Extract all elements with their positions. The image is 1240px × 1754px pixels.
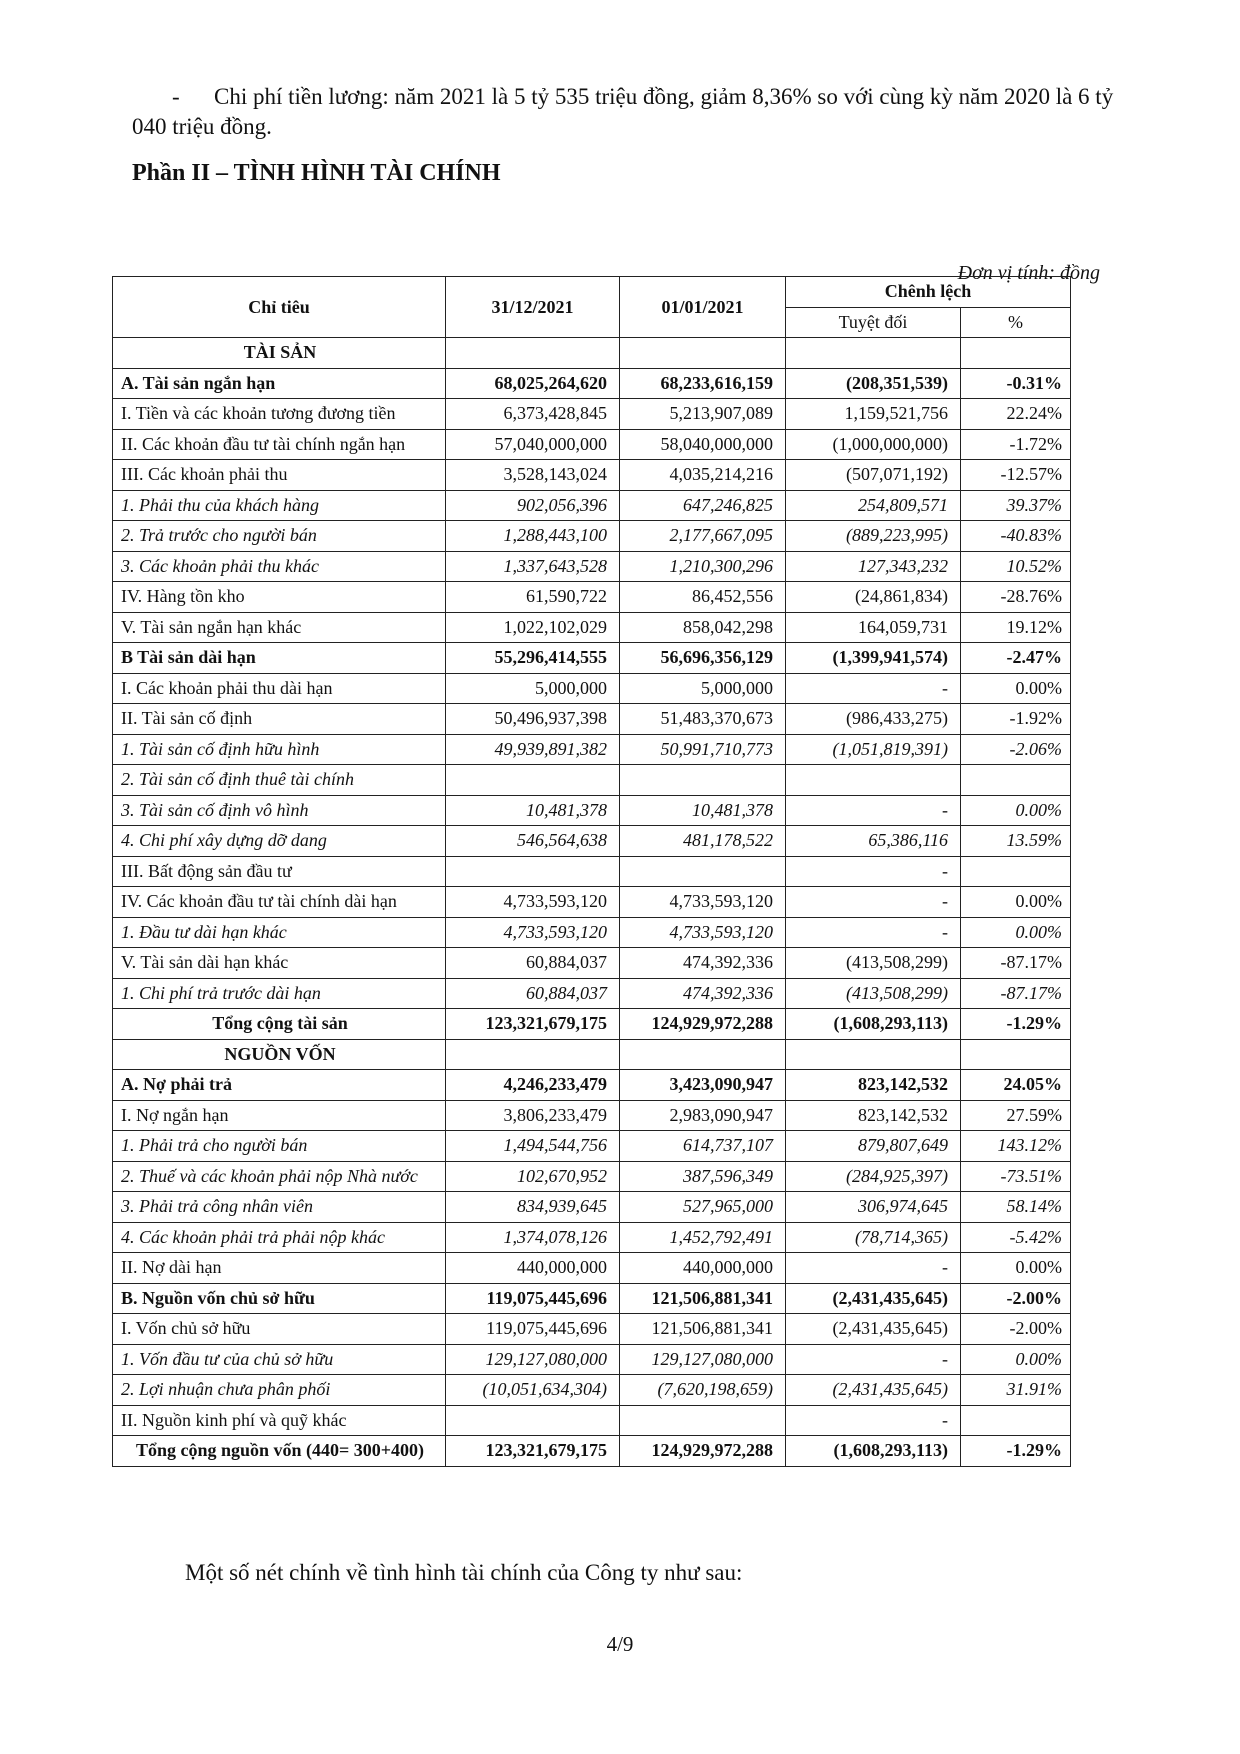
diff-absolute-cell: (507,071,192) (786, 460, 961, 491)
diff-percent-cell: 13.59% (961, 826, 1071, 857)
value-start-cell: 129,127,080,000 (620, 1344, 786, 1375)
value-start-cell (620, 1039, 786, 1070)
diff-percent-cell: -87.17% (961, 948, 1071, 979)
row-label-cell: I. Tiền và các khoản tương đương tiền (113, 399, 446, 430)
row-label-cell: 4. Chi phí xây dựng dỡ dang (113, 826, 446, 857)
table-row (113, 460, 1071, 491)
table-row (113, 1039, 1071, 1070)
value-start-cell: (7,620,198,659) (620, 1375, 786, 1406)
row-label-cell: 1. Vốn đầu tư của chủ sở hữu (113, 1344, 446, 1375)
row-label-cell: 1. Phải trả cho người bán (113, 1131, 446, 1162)
row-label-cell: 1. Phải thu của khách hàng (113, 490, 446, 521)
row-label-cell: 3. Phải trả công nhân viên (113, 1192, 446, 1223)
diff-absolute-cell (786, 1039, 961, 1070)
table-row (113, 1405, 1071, 1436)
table-row (113, 734, 1071, 765)
header-difference: Chênh lệch (786, 277, 1071, 308)
bullet-dash: - (172, 84, 180, 109)
row-label-cell: V. Tài sản dài hạn khác (113, 948, 446, 979)
value-end-cell: 102,670,952 (446, 1161, 620, 1192)
row-label-cell: TÀI SẢN (113, 338, 446, 369)
value-end-cell: 4,246,233,479 (446, 1070, 620, 1101)
diff-percent-cell: 22.24% (961, 399, 1071, 430)
value-end-cell: 10,481,378 (446, 795, 620, 826)
diff-absolute-cell: (1,608,293,113) (786, 1436, 961, 1467)
value-start-cell: 51,483,370,673 (620, 704, 786, 735)
diff-absolute-cell: - (786, 1405, 961, 1436)
diff-absolute-cell: (2,431,435,645) (786, 1375, 961, 1406)
table-body (113, 338, 1071, 1467)
row-label-cell: 1. Chi phí trả trước dài hạn (113, 978, 446, 1009)
diff-percent-cell: -5.42% (961, 1222, 1071, 1253)
value-end-cell: (10,051,634,304) (446, 1375, 620, 1406)
diff-absolute-cell: 879,807,649 (786, 1131, 961, 1162)
diff-percent-cell: 27.59% (961, 1100, 1071, 1131)
value-start-cell: 50,991,710,773 (620, 734, 786, 765)
table-row (113, 1070, 1071, 1101)
diff-absolute-cell: - (786, 673, 961, 704)
row-label-cell: II. Tài sản cố định (113, 704, 446, 735)
value-start-cell: 474,392,336 (620, 948, 786, 979)
closing-sentence: Một số nét chính về tình hình tài chính của Công ty như sau: (185, 1560, 743, 1585)
table-row (113, 582, 1071, 613)
header-indicator: Chỉ tiêu (113, 277, 446, 338)
diff-percent-cell: 0.00% (961, 795, 1071, 826)
value-start-cell (620, 765, 786, 796)
row-label-cell: II. Nguồn kinh phí và quỹ khác (113, 1405, 446, 1436)
value-start-cell: 3,423,090,947 (620, 1070, 786, 1101)
table-row (113, 1375, 1071, 1406)
row-label-cell: II. Các khoản đầu tư tài chính ngắn hạn (113, 429, 446, 460)
table-row (113, 338, 1071, 369)
value-start-cell: 481,178,522 (620, 826, 786, 857)
table-row (113, 399, 1071, 430)
diff-percent-cell: 58.14% (961, 1192, 1071, 1223)
value-end-cell: 119,075,445,696 (446, 1314, 620, 1345)
diff-percent-cell: 31.91% (961, 1375, 1071, 1406)
value-end-cell: 60,884,037 (446, 948, 620, 979)
table-row (113, 1222, 1071, 1253)
value-start-cell: 858,042,298 (620, 612, 786, 643)
table-row (113, 1344, 1071, 1375)
table-row (113, 521, 1071, 552)
diff-percent-cell: 24.05% (961, 1070, 1071, 1101)
diff-percent-cell (961, 765, 1071, 796)
diff-absolute-cell: - (786, 887, 961, 918)
value-end-cell: 5,000,000 (446, 673, 620, 704)
diff-absolute-cell (786, 338, 961, 369)
table-row (113, 1314, 1071, 1345)
value-start-cell: 2,983,090,947 (620, 1100, 786, 1131)
diff-absolute-cell: (413,508,299) (786, 978, 961, 1009)
diff-percent-cell: -1.29% (961, 1436, 1071, 1467)
diff-absolute-cell: (986,433,275) (786, 704, 961, 735)
row-label-cell: IV. Hàng tồn kho (113, 582, 446, 613)
value-end-cell: 68,025,264,620 (446, 368, 620, 399)
value-end-cell (446, 338, 620, 369)
row-label-cell: Tổng cộng tài sản (113, 1009, 446, 1040)
diff-absolute-cell: 823,142,532 (786, 1070, 961, 1101)
value-end-cell (446, 765, 620, 796)
value-start-cell: 474,392,336 (620, 978, 786, 1009)
diff-percent-cell: 0.00% (961, 1253, 1071, 1284)
row-label-cell: 2. Tài sản cố định thuê tài chính (113, 765, 446, 796)
row-label-cell: I. Các khoản phải thu dài hạn (113, 673, 446, 704)
value-end-cell: 902,056,396 (446, 490, 620, 521)
diff-percent-cell: -1.72% (961, 429, 1071, 460)
diff-percent-cell: -12.57% (961, 460, 1071, 491)
table-row (113, 368, 1071, 399)
value-start-cell: 440,000,000 (620, 1253, 786, 1284)
value-end-cell: 55,296,414,555 (446, 643, 620, 674)
table-row (113, 978, 1071, 1009)
value-end-cell: 1,337,643,528 (446, 551, 620, 582)
row-label-cell: III. Các khoản phải thu (113, 460, 446, 491)
value-end-cell: 3,528,143,024 (446, 460, 620, 491)
row-label-cell: III. Bất động sản đầu tư (113, 856, 446, 887)
diff-absolute-cell: (78,714,365) (786, 1222, 961, 1253)
value-start-cell: 124,929,972,288 (620, 1436, 786, 1467)
diff-percent-cell: 143.12% (961, 1131, 1071, 1162)
diff-absolute-cell: 164,059,731 (786, 612, 961, 643)
table-row (113, 826, 1071, 857)
header-absolute: Tuyệt đối (786, 307, 961, 338)
diff-percent-cell: -2.47% (961, 643, 1071, 674)
table-row (113, 1131, 1071, 1162)
value-start-cell: 4,733,593,120 (620, 887, 786, 918)
diff-absolute-cell: (1,399,941,574) (786, 643, 961, 674)
diff-absolute-cell: - (786, 1253, 961, 1284)
value-start-cell: 527,965,000 (620, 1192, 786, 1223)
value-start-cell: 5,213,907,089 (620, 399, 786, 430)
table-row (113, 1283, 1071, 1314)
value-start-cell: 10,481,378 (620, 795, 786, 826)
value-end-cell: 1,494,544,756 (446, 1131, 620, 1162)
value-start-cell: 4,733,593,120 (620, 917, 786, 948)
value-start-cell (620, 1405, 786, 1436)
row-label-cell: Tổng cộng nguồn vốn (440= 300+400) (113, 1436, 446, 1467)
value-start-cell (620, 338, 786, 369)
diff-percent-cell: -28.76% (961, 582, 1071, 613)
row-label-cell: 4. Các khoản phải trả phải nộp khác (113, 1222, 446, 1253)
table-row (113, 612, 1071, 643)
row-label-cell: 2. Trả trước cho người bán (113, 521, 446, 552)
table-row (113, 948, 1071, 979)
diff-percent-cell: -87.17% (961, 978, 1071, 1009)
diff-absolute-cell: - (786, 917, 961, 948)
diff-absolute-cell: - (786, 1344, 961, 1375)
intro-text: Chi phí tiền lương: năm 2021 là 5 tỷ 535 triệu đồng, giảm 8,36% so với cùng kỳ năm 2020 là 6 tỷ 040 triệu đồng. (132, 84, 1114, 139)
diff-absolute-cell: - (786, 856, 961, 887)
value-start-cell: 56,696,356,129 (620, 643, 786, 674)
value-start-cell: 58,040,000,000 (620, 429, 786, 460)
diff-absolute-cell: 65,386,116 (786, 826, 961, 857)
value-end-cell: 123,321,679,175 (446, 1436, 620, 1467)
diff-absolute-cell: - (786, 795, 961, 826)
table-row (113, 795, 1071, 826)
row-label-cell: I. Nợ ngắn hạn (113, 1100, 446, 1131)
diff-percent-cell (961, 1039, 1071, 1070)
diff-percent-cell (961, 856, 1071, 887)
table-row (113, 643, 1071, 674)
value-start-cell: 121,506,881,341 (620, 1283, 786, 1314)
diff-percent-cell: -0.31% (961, 368, 1071, 399)
value-start-cell: 121,506,881,341 (620, 1314, 786, 1345)
value-end-cell: 119,075,445,696 (446, 1283, 620, 1314)
value-start-cell: 1,452,792,491 (620, 1222, 786, 1253)
diff-absolute-cell: (24,861,834) (786, 582, 961, 613)
row-label-cell: 1. Tài sản cố định hữu hình (113, 734, 446, 765)
value-start-cell: 2,177,667,095 (620, 521, 786, 552)
diff-percent-cell: 39.37% (961, 490, 1071, 521)
diff-percent-cell: -40.83% (961, 521, 1071, 552)
value-end-cell: 123,321,679,175 (446, 1009, 620, 1040)
table-row (113, 917, 1071, 948)
diff-percent-cell: 19.12% (961, 612, 1071, 643)
diff-percent-cell: -2.00% (961, 1314, 1071, 1345)
diff-percent-cell: 0.00% (961, 673, 1071, 704)
diff-percent-cell (961, 338, 1071, 369)
intro-paragraph (132, 82, 1132, 142)
diff-absolute-cell: (2,431,435,645) (786, 1283, 961, 1314)
value-end-cell: 834,939,645 (446, 1192, 620, 1223)
table-row (113, 856, 1071, 887)
diff-absolute-cell: (889,223,995) (786, 521, 961, 552)
row-label-cell: IV. Các khoản đầu tư tài chính dài hạn (113, 887, 446, 918)
value-end-cell (446, 1039, 620, 1070)
value-end-cell: 4,733,593,120 (446, 917, 620, 948)
diff-absolute-cell: (1,051,819,391) (786, 734, 961, 765)
value-end-cell: 1,022,102,029 (446, 612, 620, 643)
value-start-cell: 68,233,616,159 (620, 368, 786, 399)
value-end-cell: 1,374,078,126 (446, 1222, 620, 1253)
table-row (113, 887, 1071, 918)
section-title: Phần II – TÌNH HÌNH TÀI CHÍNH (132, 160, 501, 186)
diff-absolute-cell: 823,142,532 (786, 1100, 961, 1131)
row-label-cell: V. Tài sản ngắn hạn khác (113, 612, 446, 643)
diff-absolute-cell: (208,351,539) (786, 368, 961, 399)
table-row (113, 1100, 1071, 1131)
row-label-cell: A. Tài sản ngắn hạn (113, 368, 446, 399)
unit-label: Đơn vị tính: đồng (957, 262, 1100, 284)
diff-percent-cell: 10.52% (961, 551, 1071, 582)
diff-percent-cell: 0.00% (961, 1344, 1071, 1375)
value-end-cell (446, 856, 620, 887)
diff-absolute-cell: (413,508,299) (786, 948, 961, 979)
value-end-cell: 61,590,722 (446, 582, 620, 613)
value-end-cell: 57,040,000,000 (446, 429, 620, 460)
row-label-cell: NGUỒN VỐN (113, 1039, 446, 1070)
value-start-cell: 86,452,556 (620, 582, 786, 613)
value-start-cell (620, 856, 786, 887)
row-label-cell: 2. Lợi nhuận chưa phân phối (113, 1375, 446, 1406)
table-row (113, 1161, 1071, 1192)
value-end-cell: 129,127,080,000 (446, 1344, 620, 1375)
table-row (113, 1436, 1071, 1467)
value-end-cell: 3,806,233,479 (446, 1100, 620, 1131)
financial-table (112, 276, 1071, 1467)
table-row (113, 765, 1071, 796)
row-label-cell: II. Nợ dài hạn (113, 1253, 446, 1284)
table-row (113, 490, 1071, 521)
row-label-cell: 1. Đầu tư dài hạn khác (113, 917, 446, 948)
diff-absolute-cell: 254,809,571 (786, 490, 961, 521)
diff-absolute-cell: (2,431,435,645) (786, 1314, 961, 1345)
value-end-cell: 4,733,593,120 (446, 887, 620, 918)
table-row (113, 673, 1071, 704)
row-label-cell: B. Nguồn vốn chủ sở hữu (113, 1283, 446, 1314)
header-start-date: 01/01/2021 (620, 277, 786, 338)
value-start-cell: 647,246,825 (620, 490, 786, 521)
financial-table-container (112, 276, 1070, 1467)
header-end-date: 31/12/2021 (446, 277, 620, 338)
diff-percent-cell: 0.00% (961, 887, 1071, 918)
table-row (113, 1253, 1071, 1284)
diff-percent-cell: -1.29% (961, 1009, 1071, 1040)
row-label-cell: I. Vốn chủ sở hữu (113, 1314, 446, 1345)
diff-absolute-cell (786, 765, 961, 796)
value-start-cell: 1,210,300,296 (620, 551, 786, 582)
diff-percent-cell: 0.00% (961, 917, 1071, 948)
row-label-cell: 3. Tài sản cố định vô hình (113, 795, 446, 826)
value-end-cell: 60,884,037 (446, 978, 620, 1009)
row-label-cell: A. Nợ phải trả (113, 1070, 446, 1101)
table-row (113, 704, 1071, 735)
value-start-cell: 4,035,214,216 (620, 460, 786, 491)
table-row (113, 429, 1071, 460)
table-row (113, 1192, 1071, 1223)
diff-absolute-cell: 1,159,521,756 (786, 399, 961, 430)
value-end-cell: 546,564,638 (446, 826, 620, 857)
diff-absolute-cell: 306,974,645 (786, 1192, 961, 1223)
value-end-cell: 50,496,937,398 (446, 704, 620, 735)
value-start-cell: 387,596,349 (620, 1161, 786, 1192)
value-end-cell: 440,000,000 (446, 1253, 620, 1284)
diff-absolute-cell: (1,608,293,113) (786, 1009, 961, 1040)
value-start-cell: 614,737,107 (620, 1131, 786, 1162)
value-start-cell: 124,929,972,288 (620, 1009, 786, 1040)
value-start-cell: 5,000,000 (620, 673, 786, 704)
diff-percent-cell: -2.06% (961, 734, 1071, 765)
diff-percent-cell (961, 1405, 1071, 1436)
row-label-cell: B Tài sản dài hạn (113, 643, 446, 674)
diff-percent-cell: -1.92% (961, 704, 1071, 735)
diff-absolute-cell: (284,925,397) (786, 1161, 961, 1192)
diff-absolute-cell: (1,000,000,000) (786, 429, 961, 460)
value-end-cell (446, 1405, 620, 1436)
page-number: 4/9 (606, 1632, 634, 1656)
diff-absolute-cell: 127,343,232 (786, 551, 961, 582)
row-label-cell: 3. Các khoản phải thu khác (113, 551, 446, 582)
row-label-cell: 2. Thuế và các khoản phải nộp Nhà nước (113, 1161, 446, 1192)
table-row (113, 551, 1071, 582)
diff-percent-cell: -2.00% (961, 1283, 1071, 1314)
value-end-cell: 49,939,891,382 (446, 734, 620, 765)
value-end-cell: 1,288,443,100 (446, 521, 620, 552)
header-percent: % (961, 307, 1071, 338)
table-row (113, 1009, 1071, 1040)
diff-percent-cell: -73.51% (961, 1161, 1071, 1192)
value-end-cell: 6,373,428,845 (446, 399, 620, 430)
